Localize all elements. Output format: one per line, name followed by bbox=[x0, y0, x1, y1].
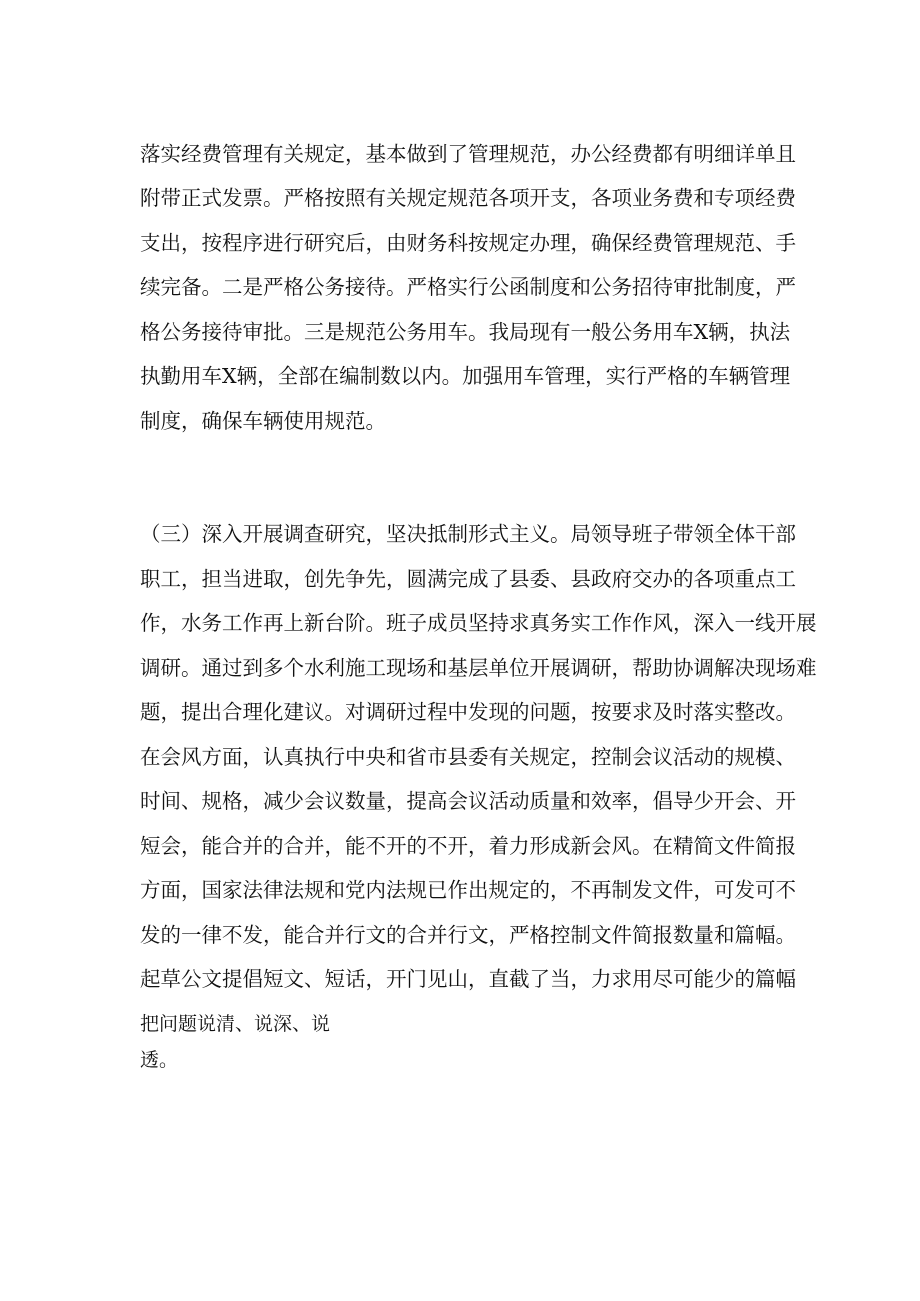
text-line: 落实经费管理有关规定，基本做到了管理规范，办公经费都有明细详单且 bbox=[140, 142, 796, 166]
text-line: 附带正式发票。严格按照有关规定规范各项开支，各项业务费和专项经费 bbox=[140, 186, 796, 210]
text-line: 调研。通过到多个水利施工现场和基层单位开展调研，帮助协调解决现场难 bbox=[140, 656, 817, 680]
text-line: 时间、规格，减少会议数量，提高会议活动质量和效率，倡导少开会、开 bbox=[140, 789, 796, 813]
text-line: 职工，担当进取，创先争先，圆满完成了县委、县政府交办的各项重点工 bbox=[140, 567, 796, 591]
text-line: 短会，能合并的合并，能不开的不开，着力形成新会风。在精简文件简报 bbox=[140, 834, 796, 858]
text-line: 支出，按程序进行研究后，由财务科按规定办理，确保经费管理规范、手 bbox=[140, 231, 796, 255]
text-line: 续完备。二是严格公务接待。严格实行公函制度和公务招待审批制度，严 bbox=[140, 275, 796, 299]
text-line: 在会风方面，认真执行中央和省市县委有关规定，控制会议活动的规模、 bbox=[140, 745, 796, 769]
text-line: 作，水务工作再上新台阶。班子成员坚持求真务实工作作风，深入一线开展 bbox=[140, 611, 817, 635]
text-line: （三）深入开展调查研究，坚决抵制形式主义。局领导班子带领全体干部 bbox=[140, 522, 796, 546]
text-line: 制度，确保车辆使用规范。 bbox=[140, 409, 386, 433]
text-line: 起草公文提倡短文、短话，开门见山，直截了当，力求用尽可能少的篇幅 bbox=[140, 967, 796, 991]
text-line: 格公务接待审批。三是规范公务用车。我局现有一般公务用车X辆，执法 bbox=[140, 320, 791, 344]
text-line: 方面，国家法律法规和党内法规已作出规定的，不再制发文件，可发可不 bbox=[140, 878, 796, 902]
text-line: 把问题说清、说深、说 bbox=[140, 1013, 331, 1035]
text-line: 透。 bbox=[140, 1049, 179, 1071]
text-line: 题，提出合理化建议。对调研过程中发现的问题，按要求及时落实整改。 bbox=[140, 700, 796, 724]
text-line: 发的一律不发，能合并行文的合并行文，严格控制文件简报数量和篇幅。 bbox=[140, 923, 796, 947]
text-line: 执勤用车X辆，全部在编制数以内。加强用车管理，实行严格的车辆管理 bbox=[140, 364, 791, 388]
